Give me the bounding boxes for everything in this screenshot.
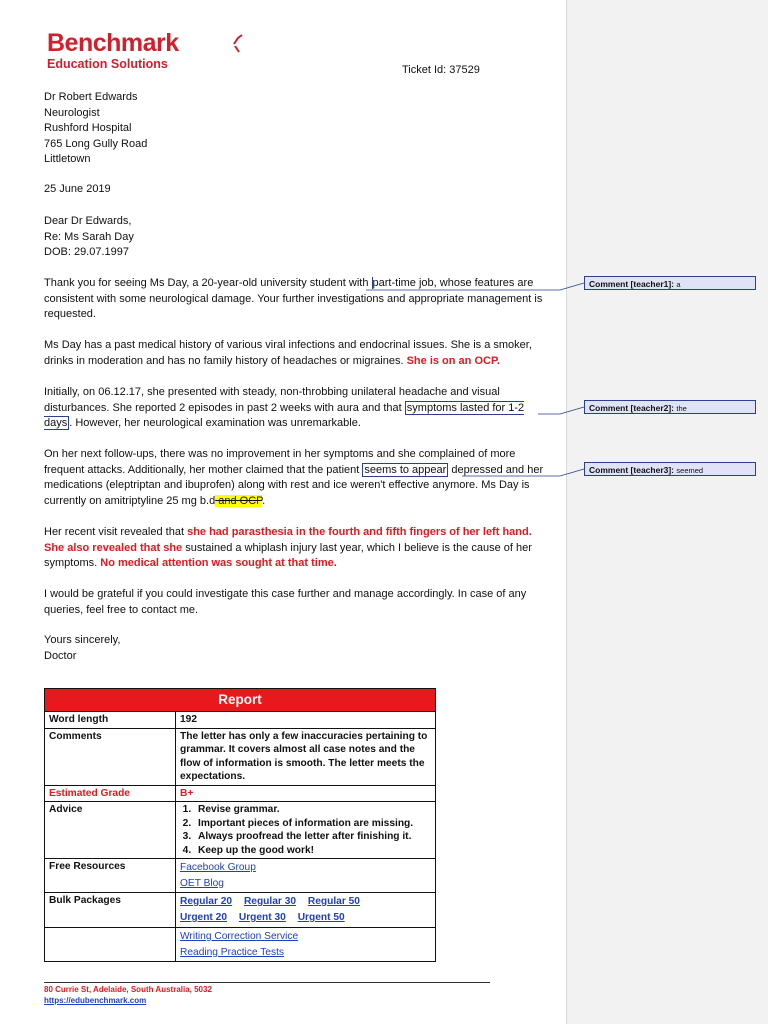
p5-highlight-2: No medical attention was sought at that time. <box>100 557 337 570</box>
oet-blog-link[interactable]: OET Blog <box>180 877 224 889</box>
ticket-id: Ticket Id: 37529 <box>402 64 480 76</box>
comment-label: Comment [teacher3]: <box>589 465 675 475</box>
p5-highlight-1: she had parasthesia in the fourth and fifth fingers of her left hand. She also revealed that she <box>44 526 532 554</box>
comment-leader-1 <box>366 283 584 290</box>
package-link-urgent-20[interactable]: Urgent 20 <box>180 912 227 923</box>
signature: Doctor <box>44 649 77 662</box>
bulk-packages-label: Bulk Packages <box>45 893 176 928</box>
comments-value: The letter has only a few inaccuracies pertaining to grammar. It covers almost all case notes and the flow of information is smooth. The letter meets the expectations. <box>176 728 436 785</box>
report-title: Report <box>45 689 436 712</box>
logo-name: Benchmark <box>47 29 179 57</box>
reading-practice-link[interactable]: Reading Practice Tests <box>180 946 285 958</box>
grade-label: Estimated Grade <box>45 785 176 802</box>
comment-text: the <box>676 404 687 413</box>
salutation-line: DOB: 29.07.1997 <box>44 246 130 259</box>
advice-label: Advice <box>45 802 176 859</box>
deleted-text: and OCP <box>215 494 263 507</box>
package-link-urgent-50[interactable]: Urgent 50 <box>297 912 345 923</box>
facebook-group-link[interactable]: Facebook Group <box>180 862 256 873</box>
resources-label: Free Resources <box>45 859 176 893</box>
grade-value: B+ <box>176 785 436 802</box>
p5-text-mid: sustained a whiplash injury last year, which I believe is the cause of her symptoms. <box>44 541 532 570</box>
comment-balloon-1[interactable] <box>584 276 756 290</box>
salutation-line: Dear Dr Edwards, <box>44 215 132 227</box>
advice-item: 3. Always proofread the letter after finishing it. <box>194 830 431 844</box>
advice-item: 1. Revise grammar. <box>194 803 431 817</box>
address-line: 765 Long Gully Road <box>44 137 148 150</box>
word-length-label: Word length <box>45 712 176 729</box>
package-link-regular-30[interactable]: Regular 30 <box>243 896 297 907</box>
comment-text: seemed <box>676 466 704 475</box>
p4-text-end: . <box>262 494 266 507</box>
advice-item: 2. Important pieces of information are missing. <box>194 817 431 831</box>
comment-balloon-3[interactable] <box>584 462 756 476</box>
comments-label: Comments <box>45 728 176 785</box>
closing-line: Yours sincerely, <box>44 634 121 646</box>
advice-item: 4. Keep up the good work! <box>194 844 431 858</box>
word-length-value: 192 <box>176 712 436 729</box>
p2-highlight: She is on an OCP. <box>406 354 500 367</box>
comment-label: Comment [teacher1]: <box>589 279 675 289</box>
comment-anchor-3[interactable]: seems to appear <box>364 463 447 476</box>
package-link-urgent-30[interactable]: Urgent 30 <box>238 912 286 923</box>
comment-label: Comment [teacher2]: <box>589 403 675 413</box>
comment-leader-2 <box>538 407 584 414</box>
p3-text-end: . However, her neurological examination was unremarkable. <box>69 417 361 430</box>
package-link-regular-20[interactable]: Regular 20 <box>180 896 233 907</box>
address-line: Neurologist <box>44 106 100 119</box>
p1-text: Thank you for seeing Ms Day, a 20-year-old university student with <box>44 277 369 289</box>
comment-leader-3 <box>462 469 584 476</box>
paragraph-6: I would be grateful if you could investigate this case further and manage accordingly. In case of any queries, feel free to contact me. <box>44 588 527 616</box>
p3-text: Initially, on 06.12.17, she presented with steady, non-throbbing unilateral headache and visual disturbances. She reported 2 episodes in past 2 weeks with aura and that <box>44 386 500 414</box>
package-link-regular-50[interactable]: Regular 50 <box>307 896 360 907</box>
writing-correction-link[interactable]: Writing Correction Service <box>180 931 299 942</box>
footer-url-link[interactable]: https://edubenchmark.com <box>44 996 147 1005</box>
salutation-line: Re: Ms Sarah Day <box>44 230 134 243</box>
comment-balloon-2[interactable] <box>584 400 756 414</box>
footer-address: 80 Currie St, Adelaide, South Australia, 5032 <box>44 985 212 994</box>
comment-anchor-2[interactable]: symptoms lasted for 1-2 days <box>44 401 525 430</box>
address-line: Rushford Hospital <box>44 122 132 135</box>
address-line: Dr Robert Edwards <box>44 91 138 103</box>
logo-subtitle: Education Solutions <box>47 57 168 71</box>
p2-text: Ms Day has a past medical history of various viral infections and endocrinal issues. She is a smoker, drinks in moderation and has no family history of headaches or migraines. <box>44 339 532 367</box>
address-line: Littletown <box>44 153 91 166</box>
p5-text: Her recent visit revealed that <box>44 526 185 538</box>
p1-text-end: , whose features are consistent with some neurological damage. Your further investigations and appropriate management is requested. <box>44 277 543 321</box>
comment-text: a <box>676 280 681 289</box>
comment-anchor-1[interactable]: part-time job <box>372 277 434 289</box>
p4-text-mid: depressed and her medications (eleptriptan and ibuprofen) along with rest and ice weren't effective anymore. Ms Day is currently on amitriptyline 25 mg b.d <box>44 463 544 507</box>
p4-text: On her next follow-ups, there was no improvement in her symptoms and she complained of more frequent attacks. Additionally, her mother claimed that the patient <box>44 448 516 476</box>
letter-date: 25 June 2019 <box>44 183 111 195</box>
